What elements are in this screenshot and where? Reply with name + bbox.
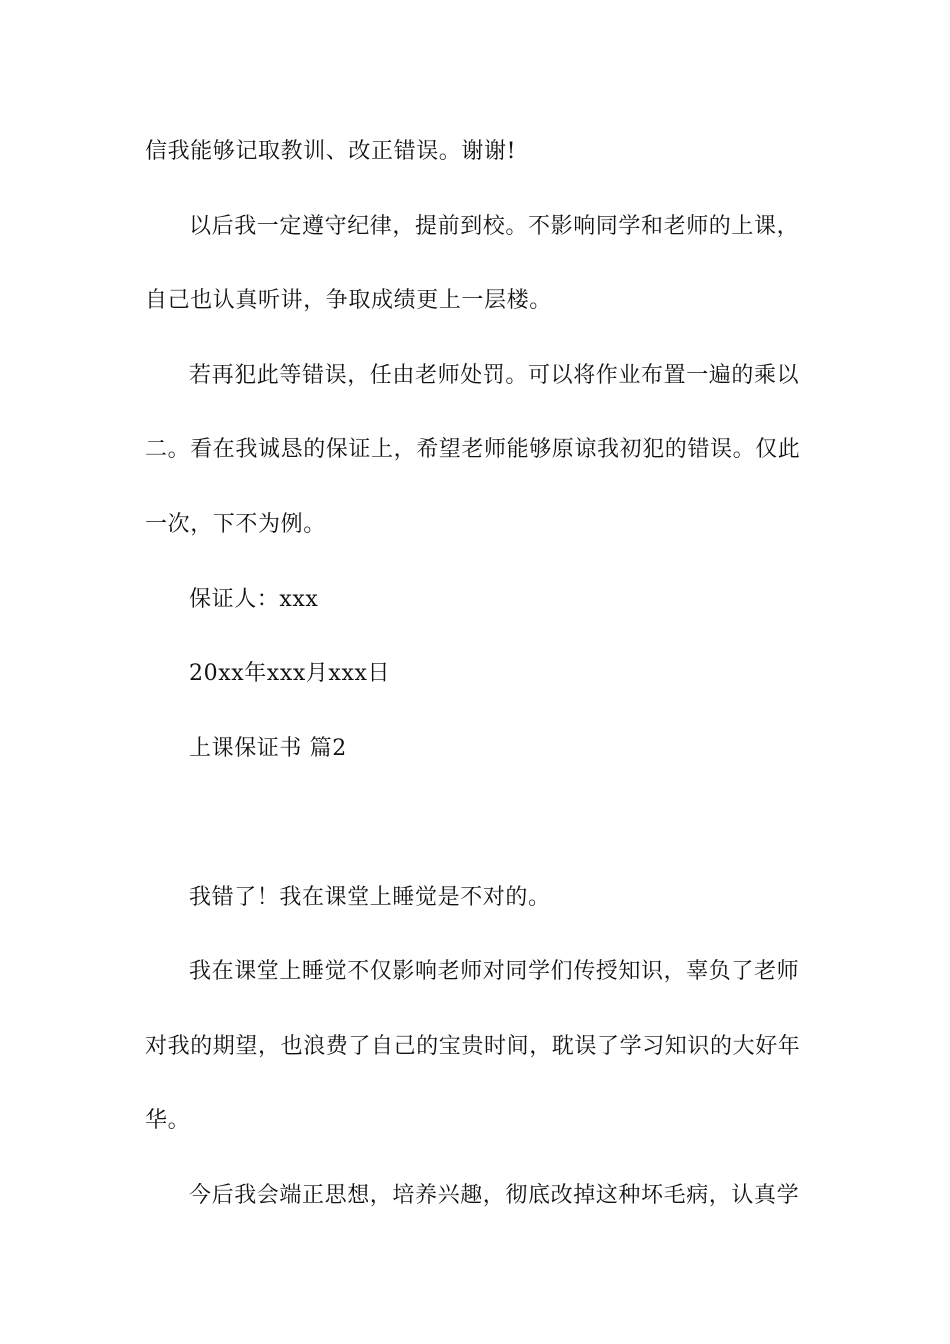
paragraph-line: 二。看在我诚恳的保证上，希望老师能够原谅我初犯的错误。仅此 (145, 437, 801, 462)
paragraph-line: 一次，下不为例。 (145, 512, 326, 537)
paragraph-line: 若再犯此等错误，任由老师处罚。可以将作业布置一遍的乘以 (189, 363, 800, 388)
paragraph-line: 今后我会端正思想，培养兴趣，彻底改掉这种坏毛病，认真学 (189, 1183, 800, 1208)
paragraph-line: 信我能够记取教训、改正错误。谢谢! (145, 139, 517, 164)
paragraph-line: 我在课堂上睡觉不仅影响老师对同学们传授知识，辜负了老师 (189, 959, 800, 984)
paragraph-line: 对我的期望，也浪费了自己的宝贵时间，耽误了学习知识的大好年 (145, 1034, 801, 1059)
signer-line: 保证人：xxx (189, 587, 319, 612)
paragraph-line: 以后我一定遵守纪律，提前到校。不影响同学和老师的上课， (189, 214, 800, 239)
paragraph-line: 我错了！我在课堂上睡觉是不对的。 (189, 885, 551, 910)
paragraph-line: 华。 (145, 1108, 191, 1133)
paragraph-line: 自己也认真听讲，争取成绩更上一层楼。 (145, 288, 552, 313)
date-line: 20xx年xxx月xxx日 (189, 661, 391, 686)
section-heading: 上课保证书 篇2 (189, 736, 347, 761)
